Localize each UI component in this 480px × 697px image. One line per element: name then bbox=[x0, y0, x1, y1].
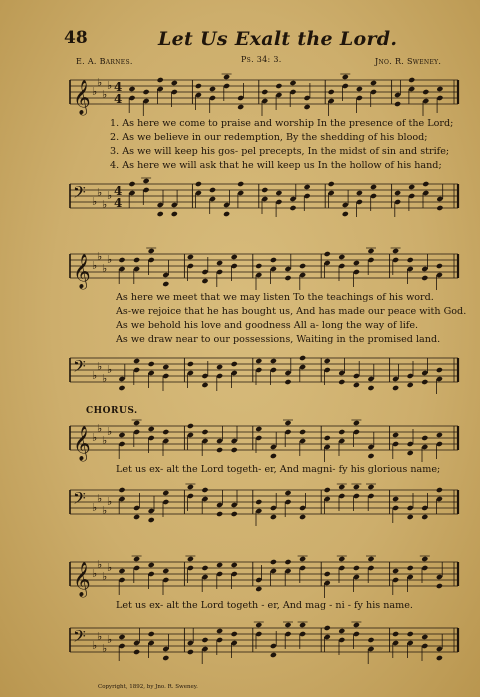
notehead bbox=[187, 484, 194, 490]
treble-staff-system-4 bbox=[0, 554, 480, 600]
notehead bbox=[148, 248, 155, 254]
notehead bbox=[216, 364, 223, 370]
notehead bbox=[407, 450, 414, 456]
notehead bbox=[299, 355, 306, 361]
flat-icon: ♭ bbox=[97, 492, 103, 505]
notehead bbox=[299, 622, 306, 628]
flat-icon: ♭ bbox=[92, 431, 98, 444]
notehead bbox=[436, 367, 443, 373]
notehead bbox=[299, 556, 306, 562]
notehead bbox=[270, 257, 277, 263]
flat-icon: ♭ bbox=[107, 363, 113, 376]
notehead bbox=[231, 511, 238, 517]
flat-icon: ♭ bbox=[97, 422, 103, 435]
notehead bbox=[353, 420, 360, 426]
notehead bbox=[324, 487, 331, 493]
notehead bbox=[231, 562, 238, 568]
notehead bbox=[261, 89, 268, 95]
time-signature-top: 4 bbox=[114, 80, 123, 94]
notehead bbox=[324, 571, 331, 577]
verse-line-4: 4. As here we will ask that he will keep us In the hollow of his hand; bbox=[110, 160, 442, 171]
notehead bbox=[187, 556, 194, 562]
page-number: 48 bbox=[64, 28, 88, 48]
chorus-lyric-2: Let us ex- alt the Lord togeth - er, And mag - ni - fy his name. bbox=[116, 600, 413, 611]
notehead bbox=[392, 432, 399, 438]
notehead bbox=[338, 484, 345, 490]
notehead bbox=[223, 74, 230, 80]
notehead bbox=[353, 382, 360, 388]
notehead bbox=[118, 257, 125, 263]
notehead bbox=[304, 104, 311, 110]
hymn-title: Let Us Exalt the Lord. bbox=[158, 28, 398, 50]
flat-icon: ♭ bbox=[102, 88, 108, 101]
notehead bbox=[324, 435, 331, 441]
time-signature-top: 4 bbox=[114, 184, 123, 198]
notehead bbox=[421, 275, 428, 281]
notehead bbox=[338, 628, 345, 634]
notehead bbox=[162, 568, 169, 574]
notehead bbox=[367, 484, 374, 490]
notehead bbox=[171, 80, 178, 86]
flat-icon: ♭ bbox=[107, 425, 113, 438]
notehead bbox=[328, 181, 335, 187]
notehead bbox=[392, 568, 399, 574]
flat-icon: ♭ bbox=[92, 85, 98, 98]
notehead bbox=[338, 556, 345, 562]
notehead bbox=[255, 426, 262, 432]
notehead bbox=[187, 423, 194, 429]
notehead bbox=[356, 86, 363, 92]
notehead bbox=[255, 499, 262, 505]
notehead bbox=[324, 251, 331, 257]
notehead bbox=[118, 487, 125, 493]
notehead bbox=[133, 257, 140, 263]
notehead bbox=[421, 634, 428, 640]
flat-icon: ♭ bbox=[97, 630, 103, 643]
notehead bbox=[394, 101, 401, 107]
flat-icon: ♭ bbox=[102, 434, 108, 447]
notehead bbox=[128, 181, 135, 187]
notehead bbox=[324, 358, 331, 364]
flat-icon: ♭ bbox=[102, 372, 108, 385]
notehead bbox=[187, 649, 194, 655]
notehead bbox=[421, 379, 428, 385]
notehead bbox=[421, 514, 428, 520]
copyright-notice: Copyright, 1892, by Jno. R. Sweney. bbox=[98, 684, 198, 690]
notehead bbox=[407, 565, 414, 571]
flat-icon: ♭ bbox=[107, 189, 113, 202]
notehead bbox=[353, 260, 360, 266]
notehead bbox=[436, 655, 443, 661]
flat-icon: ♭ bbox=[102, 642, 108, 655]
notehead bbox=[255, 263, 262, 269]
notehead bbox=[157, 77, 164, 83]
verse-line-7: As we behold his love and goodness All a- long the way of life. bbox=[116, 320, 419, 331]
chorus-label: CHORUS. bbox=[86, 406, 138, 416]
notehead bbox=[407, 514, 414, 520]
notehead bbox=[187, 254, 194, 260]
notehead bbox=[270, 358, 277, 364]
notehead bbox=[216, 260, 223, 266]
flat-icon: ♭ bbox=[92, 639, 98, 652]
notehead bbox=[407, 631, 414, 637]
notehead bbox=[284, 559, 291, 565]
notehead bbox=[133, 358, 140, 364]
notehead bbox=[187, 361, 194, 367]
notehead bbox=[342, 211, 349, 217]
notehead bbox=[408, 184, 415, 190]
bass-clef-icon: 𝄢 bbox=[73, 356, 86, 380]
notehead bbox=[328, 89, 335, 95]
notehead bbox=[162, 490, 169, 496]
notehead bbox=[353, 622, 360, 628]
flat-icon: ♭ bbox=[92, 369, 98, 382]
notehead bbox=[195, 181, 202, 187]
notehead bbox=[367, 385, 374, 391]
treble-clef-icon: 𝄞 bbox=[73, 254, 91, 289]
notehead bbox=[353, 484, 360, 490]
flat-icon: ♭ bbox=[102, 198, 108, 211]
notehead bbox=[118, 634, 125, 640]
time-signature-bottom: 4 bbox=[114, 196, 123, 210]
time-signature-bottom: 4 bbox=[114, 92, 123, 106]
notehead bbox=[261, 187, 268, 193]
notehead bbox=[209, 86, 216, 92]
notehead bbox=[237, 181, 244, 187]
notehead bbox=[367, 637, 374, 643]
notehead bbox=[436, 263, 443, 269]
notehead bbox=[201, 278, 208, 284]
flat-icon: ♭ bbox=[107, 561, 113, 574]
notehead bbox=[370, 184, 377, 190]
flat-icon: ♭ bbox=[107, 79, 113, 92]
flat-icon: ♭ bbox=[92, 195, 98, 208]
flat-icon: ♭ bbox=[97, 186, 103, 199]
notehead bbox=[407, 382, 414, 388]
verse-line-8: As we draw near to our possessions, Waiting in the promised land. bbox=[116, 334, 441, 345]
notehead bbox=[148, 517, 155, 523]
flat-icon: ♭ bbox=[102, 504, 108, 517]
flat-icon: ♭ bbox=[107, 495, 113, 508]
notehead bbox=[231, 447, 238, 453]
notehead bbox=[421, 435, 428, 441]
notehead bbox=[275, 83, 282, 89]
verse-line-1: 1. As here we come to praise and worship In the presence of the Lord; bbox=[110, 118, 454, 129]
notehead bbox=[392, 631, 399, 637]
notehead bbox=[148, 426, 155, 432]
notehead bbox=[133, 514, 140, 520]
notehead bbox=[255, 358, 262, 364]
bass-clef-icon: 𝄢 bbox=[73, 182, 86, 206]
treble-clef-icon: 𝄞 bbox=[73, 562, 91, 597]
notehead bbox=[216, 628, 223, 634]
notehead bbox=[284, 420, 291, 426]
flat-icon: ♭ bbox=[97, 360, 103, 373]
notehead bbox=[353, 565, 360, 571]
notehead bbox=[299, 263, 306, 269]
notehead bbox=[201, 637, 208, 643]
treble-clef-icon: 𝄞 bbox=[73, 426, 91, 461]
bass-clef-icon: 𝄢 bbox=[73, 488, 86, 512]
notehead bbox=[133, 649, 140, 655]
notehead bbox=[324, 625, 331, 631]
notehead bbox=[118, 568, 125, 574]
notehead bbox=[162, 281, 169, 287]
notehead bbox=[270, 652, 277, 658]
flat-icon: ♭ bbox=[102, 262, 108, 275]
bass-staff-system-3 bbox=[0, 482, 480, 528]
notehead bbox=[421, 556, 428, 562]
notehead bbox=[289, 80, 296, 86]
flat-icon: ♭ bbox=[97, 558, 103, 571]
notehead bbox=[157, 211, 164, 217]
notehead bbox=[392, 496, 399, 502]
notehead bbox=[304, 184, 311, 190]
notehead bbox=[143, 178, 150, 184]
notehead bbox=[275, 190, 282, 196]
scripture-reference: Ps. 34: 3. bbox=[241, 55, 282, 64]
notehead bbox=[284, 379, 291, 385]
verse-line-2: 2. As we believe in our redemption, By the shedding of his blood; bbox=[110, 132, 428, 143]
notehead bbox=[201, 565, 208, 571]
notehead bbox=[284, 490, 291, 496]
notehead bbox=[118, 432, 125, 438]
treble-clef-icon: 𝄞 bbox=[73, 80, 91, 115]
music-credit: Jno. R. Sweney. bbox=[375, 57, 442, 66]
notehead bbox=[408, 77, 415, 83]
notehead bbox=[231, 361, 238, 367]
verse-line-6: As-we rejoice that he has bought us, And has made our peace with God. bbox=[116, 306, 467, 317]
notehead bbox=[394, 190, 401, 196]
notehead bbox=[436, 86, 443, 92]
bass-staff-system-2 bbox=[0, 350, 480, 396]
notehead bbox=[338, 429, 345, 435]
notehead bbox=[162, 364, 169, 370]
notehead bbox=[422, 181, 429, 187]
notehead bbox=[270, 559, 277, 565]
notehead bbox=[223, 211, 230, 217]
bass-staff-system-4 bbox=[0, 620, 480, 666]
notehead bbox=[299, 429, 306, 435]
bass-staff-system-1 bbox=[0, 176, 480, 222]
flat-icon: ♭ bbox=[92, 567, 98, 580]
flat-icon: ♭ bbox=[97, 76, 103, 89]
notehead bbox=[270, 453, 277, 459]
notehead bbox=[270, 514, 277, 520]
notehead bbox=[201, 382, 208, 388]
treble-staff-system-1 bbox=[0, 72, 480, 118]
chorus-lyric-1: Let us ex- alt the Lord togeth- er, And magni- fy his glorious name; bbox=[116, 464, 441, 475]
notehead bbox=[255, 622, 262, 628]
notehead bbox=[148, 361, 155, 367]
notehead bbox=[148, 631, 155, 637]
notehead bbox=[284, 622, 291, 628]
verse-line-5: As here we meet that we may listen To the teachings of his word. bbox=[116, 292, 434, 303]
notehead bbox=[436, 432, 443, 438]
notehead bbox=[231, 254, 238, 260]
notehead bbox=[201, 487, 208, 493]
notehead bbox=[171, 211, 178, 217]
notehead bbox=[407, 257, 414, 263]
notehead bbox=[128, 86, 135, 92]
notehead bbox=[342, 74, 349, 80]
notehead bbox=[162, 655, 169, 661]
flat-icon: ♭ bbox=[92, 259, 98, 272]
notehead bbox=[436, 583, 443, 589]
notehead bbox=[216, 511, 223, 517]
treble-staff-system-2 bbox=[0, 246, 480, 292]
flat-icon: ♭ bbox=[107, 253, 113, 266]
notehead bbox=[133, 556, 140, 562]
notehead bbox=[299, 514, 306, 520]
words-credit: E. A. Barnes. bbox=[76, 57, 133, 66]
notehead bbox=[338, 254, 345, 260]
notehead bbox=[237, 104, 244, 110]
notehead bbox=[162, 429, 169, 435]
notehead bbox=[370, 80, 377, 86]
flat-icon: ♭ bbox=[102, 570, 108, 583]
notehead bbox=[436, 487, 443, 493]
bass-clef-icon: 𝄢 bbox=[73, 626, 86, 650]
notehead bbox=[422, 89, 429, 95]
notehead bbox=[133, 420, 140, 426]
notehead bbox=[148, 562, 155, 568]
notehead bbox=[201, 429, 208, 435]
notehead bbox=[216, 562, 223, 568]
notehead bbox=[367, 556, 374, 562]
notehead bbox=[216, 447, 223, 453]
notehead bbox=[209, 187, 216, 193]
notehead bbox=[255, 586, 262, 592]
notehead bbox=[392, 385, 399, 391]
flat-icon: ♭ bbox=[97, 250, 103, 263]
notehead bbox=[118, 385, 125, 391]
notehead bbox=[367, 453, 374, 459]
notehead bbox=[356, 190, 363, 196]
notehead bbox=[284, 275, 291, 281]
notehead bbox=[231, 631, 238, 637]
notehead bbox=[143, 89, 150, 95]
notehead bbox=[195, 83, 202, 89]
notehead bbox=[436, 205, 443, 211]
notehead bbox=[392, 248, 399, 254]
notehead bbox=[367, 248, 374, 254]
notehead bbox=[289, 205, 296, 211]
treble-staff-system-3 bbox=[0, 418, 480, 464]
flat-icon: ♭ bbox=[107, 633, 113, 646]
notehead bbox=[338, 379, 345, 385]
flat-icon: ♭ bbox=[92, 501, 98, 514]
verse-line-3: 3. As we will keep his gos- pel precepts, In the midst of sin and strife; bbox=[110, 146, 450, 157]
